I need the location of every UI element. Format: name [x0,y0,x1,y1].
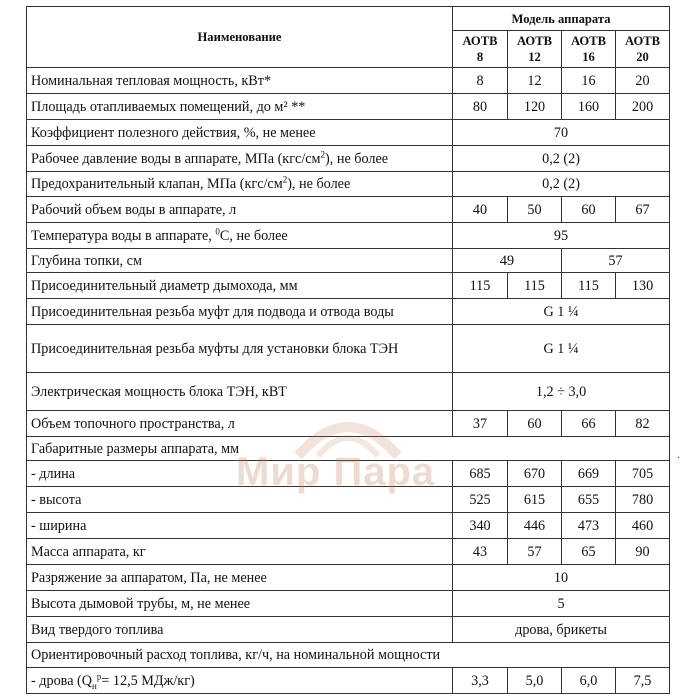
row-chimney-height [27,591,670,617]
row-thread-heater [27,325,670,373]
row-label: - высота [27,487,453,513]
cell-value: 615 [508,487,562,513]
cell-value: 67 [616,197,670,223]
cell-value: 10 [453,565,670,591]
column-header-name: Наименование [27,7,453,68]
row-fuel-type [27,617,670,643]
cell-value: 12 [508,68,562,94]
cell-value: 670 [508,461,562,487]
row-label: Присоединительная резьба муфты для установки блока ТЭН [27,325,453,373]
model-header: АОТВ 8 [453,31,508,68]
row-power [27,68,670,94]
cell-value: 20 [616,68,670,94]
cell-value: 446 [508,513,562,539]
cell-value: 0,2 (2) [453,172,670,197]
row-firebox-volume [27,411,670,437]
row-label: Объем топочного пространства, л [27,411,453,437]
row-label: Присоединительная резьба муфт для подвода и отвода воды [27,299,453,325]
row-dimensions [27,437,670,461]
cell-value: 90 [616,539,670,565]
cell-value: 6,0 [562,668,616,694]
cell-value: 669 [562,461,616,487]
row-flue-diameter [27,273,670,299]
row-efficiency [27,120,670,146]
cell-value: 80 [453,94,508,120]
row-label: Габаритные размеры аппарата, мм [27,437,670,461]
row-thread-water [27,299,670,325]
row-label: Рабочее давление воды в аппарате, МПа $(кгс/см^2)$, не более [27,146,453,172]
cell-value: 525 [453,487,508,513]
cell-value: 780 [616,487,670,513]
cell-value: 120 [508,94,562,120]
row-pressure [27,146,670,172]
cell-value: 200 [616,94,670,120]
cell-value: 60 [562,197,616,223]
cell-value: 655 [562,487,616,513]
row-area [27,94,670,120]
row-label: Глубина топки, см [27,249,453,273]
row-length [27,461,670,487]
model-header: АОТВ 20 [616,31,670,68]
row-label: - дрова ($Q_н^р= 12,5$ МДж/кг) [27,668,453,694]
row-label: Коэффициент полезного действия, %, не менее [27,120,453,146]
cell-value: 57 [562,249,670,273]
row-label: Рабочий объем воды в аппарате, л [27,197,453,223]
row-label: Ориентировочный расход топлива, кг/ч, на номинальной мощности [27,643,670,668]
cell-value: 7,5 [616,668,670,694]
row-mass [27,539,670,565]
cell-value: 3,3 [453,668,508,694]
row-fuel-consumption [27,643,670,668]
row-label: - длина [27,461,453,487]
cell-value: 43 [453,539,508,565]
cell-value: 115 [508,273,562,299]
cell-value: 705 [616,461,670,487]
header-row-top [27,7,670,31]
model-header: АОТВ 16 [562,31,616,68]
cell-value: 473 [562,513,616,539]
row-label: - ширина [27,513,453,539]
cell-value: G 1 ¼ [453,299,670,325]
cell-value: 1,2 ÷ 3,0 [453,373,670,411]
cell-value: 66 [562,411,616,437]
row-label: Предохранительный клапан, МПа $(кгс/см^2)$, не более [27,172,453,197]
row-label: Высота дымовой трубы, м, не менее [27,591,453,617]
row-firebox-depth [27,249,670,273]
cell-value: 685 [453,461,508,487]
cell-value: 50 [508,197,562,223]
cell-value: 460 [616,513,670,539]
column-header-model: Модель аппарата [453,7,670,31]
cell-value: 82 [616,411,670,437]
row-wood [27,668,670,694]
cell-value: 115 [562,273,616,299]
cell-value: 57 [508,539,562,565]
row-draft [27,565,670,591]
stray-mark: . [677,447,680,461]
cell-value: 130 [616,273,670,299]
row-valve [27,172,670,197]
cell-value: 70 [453,120,670,146]
row-label: Масса аппарата, кг [27,539,453,565]
row-electric-power [27,373,670,411]
cell-value: 5,0 [508,668,562,694]
row-label: Температура воды в аппарате, $^0$С, не более [27,223,453,249]
cell-value: 160 [562,94,616,120]
cell-value: 16 [562,68,616,94]
cell-value: G 1 ¼ [453,325,670,373]
row-label: Площадь отапливаемых помещений, до м² ** [27,94,453,120]
model-header: АОТВ 12 [508,31,562,68]
row-label: Электрическая мощность блока ТЭН, кВТ [27,373,453,411]
watermark-text: Мир Пара [236,450,436,494]
cell-value: 340 [453,513,508,539]
cell-value: 49 [453,249,562,273]
cell-value: 0,2 (2) [453,146,670,172]
row-temperature [27,223,670,249]
cell-value: дрова, брикеты [453,617,670,643]
row-label: Вид твердого топлива [27,617,453,643]
cell-value: 8 [453,68,508,94]
cell-value: 65 [562,539,616,565]
row-label: Присоединительный диаметр дымохода, мм [27,273,453,299]
specifications-table [26,6,670,694]
cell-value: 115 [453,273,508,299]
cell-value: 95 [453,223,670,249]
row-width [27,513,670,539]
cell-value: 60 [508,411,562,437]
row-label: Номинальная тепловая мощность, кВт* [27,68,453,94]
row-height [27,487,670,513]
cell-value: 40 [453,197,508,223]
cell-value: 37 [453,411,508,437]
cell-value: 5 [453,591,670,617]
row-label: Разряжение за аппаратом, Па, не менее [27,565,453,591]
row-volume [27,197,670,223]
